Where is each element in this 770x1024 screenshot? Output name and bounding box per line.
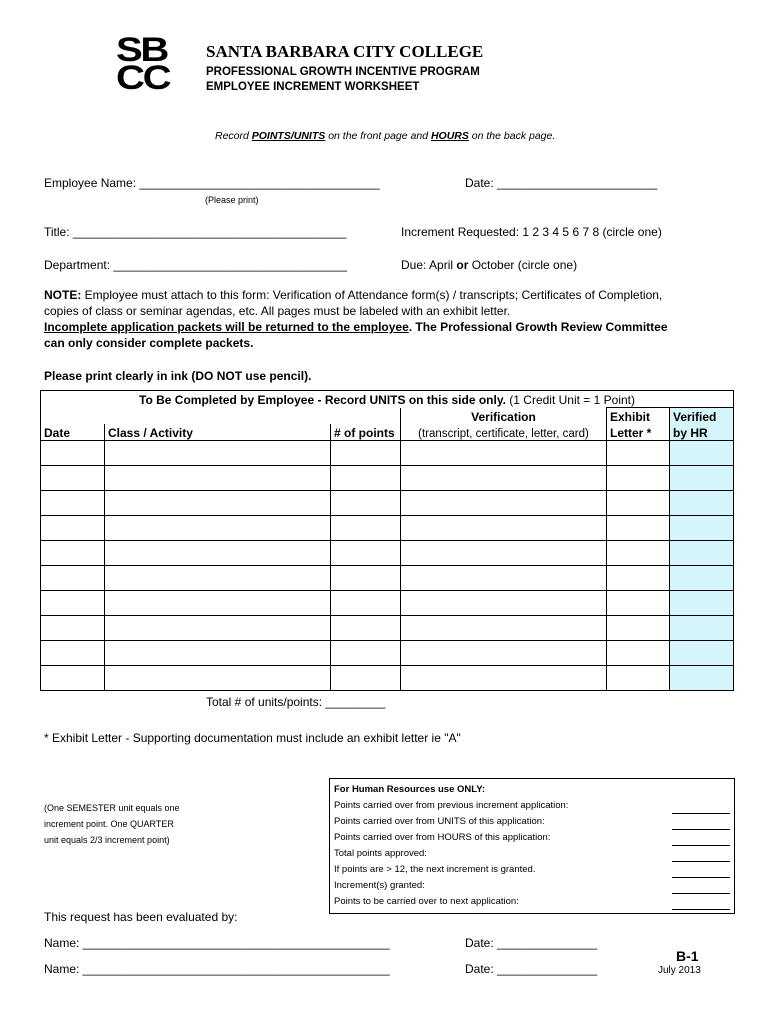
table-cell[interactable]: [670, 641, 734, 666]
table-banner: To Be Completed by Employee - Record UNITS on this side only. (1 Credit Unit = 1 Point): [41, 391, 734, 408]
table-cell[interactable]: [331, 666, 401, 691]
table-cell[interactable]: [41, 591, 105, 616]
hr-box-blank[interactable]: [672, 877, 730, 878]
evaluator-name-1[interactable]: Name: ______________________________________________: [44, 936, 390, 950]
hr-box-item: If points are > 12, the next increment is granted.: [334, 864, 536, 875]
increment-requested-field[interactable]: Increment Requested: 1 2 3 4 5 6 7 8 (circle one): [401, 225, 662, 239]
table-cell[interactable]: [670, 541, 734, 566]
table-cell[interactable]: [41, 616, 105, 641]
program-title: PROFESSIONAL GROWTH INCENTIVE PROGRAM: [206, 66, 480, 78]
table-cell[interactable]: [607, 516, 670, 541]
form-date: July 2013: [658, 965, 701, 976]
hr-box-blank[interactable]: [672, 893, 730, 894]
form-code: B-1: [676, 948, 699, 964]
table-cell[interactable]: [41, 516, 105, 541]
table-cell[interactable]: [607, 641, 670, 666]
table-cell[interactable]: [105, 591, 331, 616]
col-verification-sub: (transcript, certificate, letter, card): [401, 424, 607, 441]
table-cell[interactable]: [607, 591, 670, 616]
hr-box-item: Points carried over from UNITS of this application:: [334, 816, 545, 827]
evaluator-date-1[interactable]: Date: _______________: [465, 936, 598, 950]
hr-box-item: Points carried over from previous increment application:: [334, 800, 569, 811]
record-instruction: Record POINTS/UNITS on the front page and HOURS on the back page.: [215, 130, 556, 142]
table-cell[interactable]: [607, 566, 670, 591]
table-cell[interactable]: [607, 541, 670, 566]
table-cell[interactable]: [401, 516, 607, 541]
table-cell[interactable]: [105, 666, 331, 691]
table-cell[interactable]: [401, 591, 607, 616]
table-row: [41, 441, 734, 466]
table-cell[interactable]: [670, 466, 734, 491]
hr-use-only-box: [329, 778, 735, 914]
table-row: [41, 566, 734, 591]
hr-box-blank[interactable]: [672, 861, 730, 862]
table-cell[interactable]: [105, 516, 331, 541]
table-cell[interactable]: [670, 591, 734, 616]
table-cell[interactable]: [401, 441, 607, 466]
hr-box-item: Total points approved:: [334, 848, 427, 859]
hr-box-blank[interactable]: [672, 813, 730, 814]
hr-box-blank[interactable]: [672, 909, 730, 910]
table-cell[interactable]: [331, 491, 401, 516]
table-row: [41, 466, 734, 491]
table-cell[interactable]: [607, 466, 670, 491]
table-cell[interactable]: [331, 616, 401, 641]
note-paragraph: NOTE: Employee must attach to this form: Verification of Attendance form(s) / transcripts; Certificates of Completion, copies of class or seminar agendas, etc. All pages must be labeled with an exhibit letter. Incomplete application packets will be returned to the employee. The Professional Growth Review Committee can only consider complete packets.: [44, 288, 668, 350]
table-cell[interactable]: [607, 616, 670, 641]
table-cell[interactable]: [331, 541, 401, 566]
table-cell[interactable]: [41, 491, 105, 516]
total-points-field[interactable]: Total # of units/points: _________: [206, 695, 386, 709]
col-class-header: Class / Activity: [105, 424, 331, 441]
table-cell[interactable]: [331, 441, 401, 466]
table-cell[interactable]: [105, 491, 331, 516]
table-cell[interactable]: [41, 466, 105, 491]
due-field[interactable]: Due: April or October (circle one): [401, 258, 578, 272]
unit-conversion-note: (One SEMESTER unit equals one increment point. One QUARTER unit equals 2/3 increment point): [44, 803, 180, 845]
table-cell[interactable]: [331, 641, 401, 666]
table-cell[interactable]: [670, 491, 734, 516]
table-row: [41, 616, 734, 641]
table-cell[interactable]: [41, 566, 105, 591]
table-cell[interactable]: [401, 566, 607, 591]
col-verification-label: Verification: [401, 408, 607, 425]
evaluated-by-label: This request has been evaluated by:: [44, 910, 238, 924]
table-cell[interactable]: [105, 641, 331, 666]
department-field[interactable]: Department: ___________________________________: [44, 258, 347, 272]
col-verified-sub: by HR: [670, 424, 734, 441]
college-name: SANTA BARBARA CITY COLLEGE: [206, 42, 484, 61]
table-cell[interactable]: [401, 641, 607, 666]
table-cell[interactable]: [607, 491, 670, 516]
title-field[interactable]: Title: _________________________________________: [44, 225, 347, 239]
col-exhibit-label: Exhibit: [607, 408, 670, 425]
table-cell[interactable]: [331, 591, 401, 616]
table-cell[interactable]: [41, 441, 105, 466]
sbcc-logo: [116, 31, 188, 97]
col-date-header: Date: [41, 424, 105, 441]
hr-box-item: Points to be carried over to next application:: [334, 896, 519, 907]
table-row: [41, 591, 734, 616]
table-cell[interactable]: [670, 616, 734, 641]
col-exhibit-sub: Letter *: [607, 424, 670, 441]
table-cell[interactable]: [670, 566, 734, 591]
col-points-header: # of points: [331, 424, 401, 441]
col-verified-label: Verified: [670, 408, 734, 425]
employee-name-field[interactable]: Employee Name: ____________________________________: [44, 176, 380, 190]
hr-box-blank[interactable]: [672, 829, 730, 830]
table-cell[interactable]: [670, 666, 734, 691]
table-cell[interactable]: [105, 541, 331, 566]
evaluator-name-2[interactable]: Name: ______________________________________________: [44, 962, 390, 976]
hr-box-blank[interactable]: [672, 845, 730, 846]
table-cell[interactable]: [105, 566, 331, 591]
evaluator-date-2[interactable]: Date: _______________: [465, 962, 598, 976]
logo-line-2: CC: [116, 59, 170, 97]
table-cell[interactable]: [41, 641, 105, 666]
hr-box-title: For Human Resources use ONLY:: [334, 784, 485, 795]
table-row: [41, 666, 734, 691]
table-cell[interactable]: [41, 541, 105, 566]
table-cell[interactable]: [401, 666, 607, 691]
hr-box-item: Points carried over from HOURS of this application:: [334, 832, 551, 843]
table-cell[interactable]: [607, 441, 670, 466]
table-cell[interactable]: [105, 616, 331, 641]
hr-box-item: Increment(s) granted:: [334, 880, 425, 891]
table-cell[interactable]: [331, 466, 401, 491]
table-cell[interactable]: [105, 441, 331, 466]
table-row: [41, 516, 734, 541]
table-cell[interactable]: [105, 466, 331, 491]
table-cell[interactable]: [401, 616, 607, 641]
units-table: [40, 390, 734, 691]
logo-line-1: SB: [116, 31, 168, 69]
table-cell[interactable]: [331, 566, 401, 591]
table-cell[interactable]: [331, 516, 401, 541]
table-cell[interactable]: [41, 666, 105, 691]
table-row: [41, 541, 734, 566]
please-print-hint: (Please print): [205, 195, 259, 205]
table-row: [41, 641, 734, 666]
table-cell[interactable]: [670, 516, 734, 541]
print-clearly-instruction: Please print clearly in ink (DO NOT use pencil).: [44, 369, 312, 383]
table-cell[interactable]: [670, 441, 734, 466]
table-cell[interactable]: [607, 666, 670, 691]
table-cell[interactable]: [401, 491, 607, 516]
date-field[interactable]: Date: ________________________: [465, 176, 658, 190]
worksheet-title: EMPLOYEE INCREMENT WORKSHEET: [206, 81, 420, 93]
table-row: [41, 491, 734, 516]
table-cell[interactable]: [401, 541, 607, 566]
table-cell[interactable]: [401, 466, 607, 491]
exhibit-letter-note: * Exhibit Letter - Supporting documentation must include an exhibit letter ie "A": [44, 731, 461, 745]
